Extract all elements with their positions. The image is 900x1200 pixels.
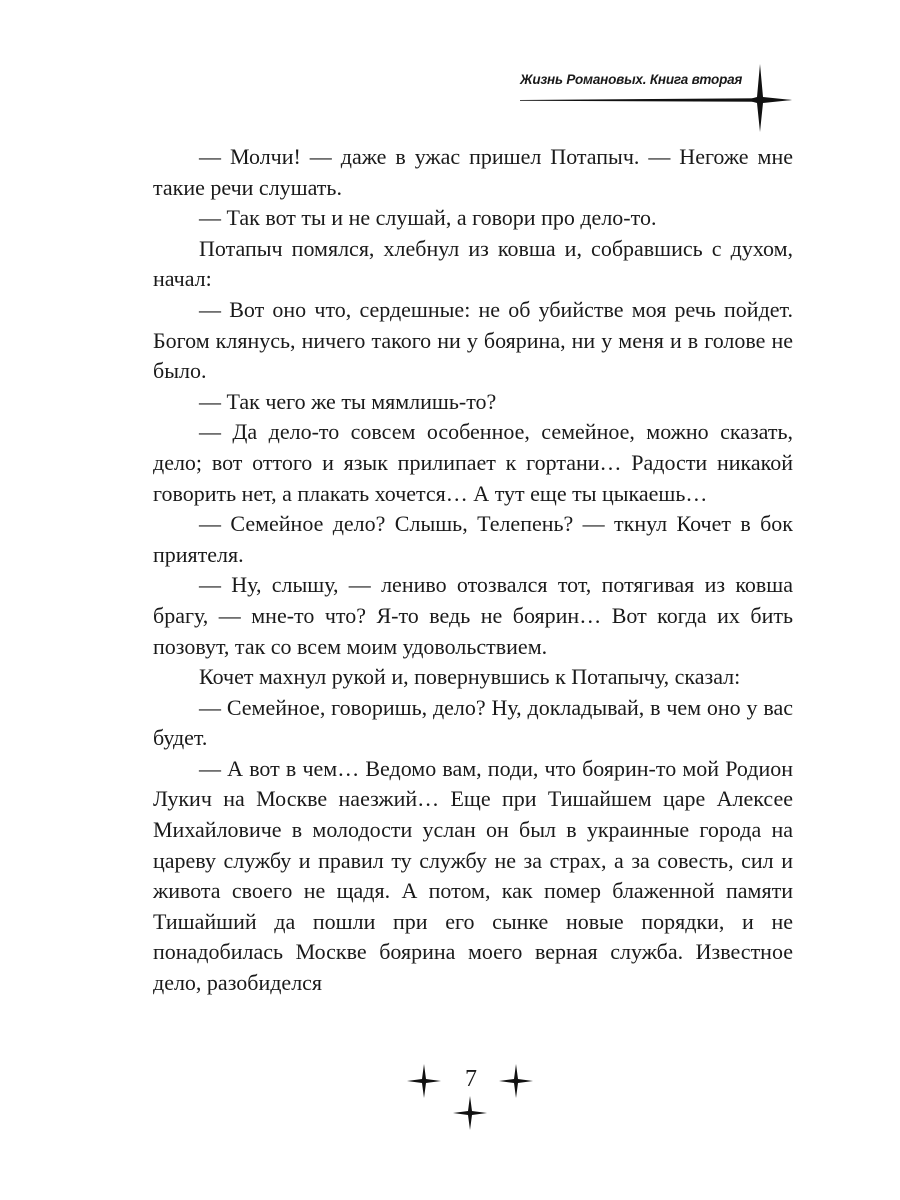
paragraph: — Молчи! — даже в ужас пришел Потапыч. — Негоже мне такие речи слушать.	[153, 144, 793, 200]
footer-star-left-icon	[407, 1064, 441, 1098]
paragraph: — Так вот ты и не слушай, а говори про дело-то.	[199, 205, 657, 231]
running-header	[520, 64, 800, 134]
page-footer	[405, 1062, 535, 1132]
paragraph: Кочет махнул рукой и, повернувшись к Потапычу, сказал:	[199, 664, 741, 690]
paragraph: — Семейное, говоришь, дело? Ну, докладывай, в чем оно у вас будет.	[153, 694, 793, 751]
book-text	[153, 142, 793, 999]
footer-star-bottom-icon	[453, 1096, 487, 1130]
paragraph: — Так чего же ты мямлишь-то?	[199, 388, 497, 414]
paragraph: — Семейное дело? Слышь, Телепень? — ткнул Кочет в бок приятеля.	[153, 511, 793, 567]
paragraph: Потапыч помялся, хлебнул из ковша и, собравшись с духом, начал:	[153, 235, 793, 292]
paragraph: — Ну, слышу, — лениво отозвался тот, потягивая из ковша брагу, — мне-то что? Я-то ведь не боярин… Вот когда их бить позовут, так со всем моим удовольствием.	[153, 572, 793, 659]
paragraph: — А вот в чем… Ведомо вам, поди, что боярин-то мой Родион Лукич на Москве наезжий… Еще при Тишайшем царе Алексее Михайловиче в молодости услан он был в украинные города на цареву службу и правил ту службу не за страх, а за совесть, сил и живота своего не щадя. А потом, как помер блаженной памяти Тишайший да пошли при его сынке новые порядки, и не понадобилась Москве боярина моего верная служба. Известное дело, разобиделся	[153, 755, 793, 996]
running-title: Жизнь Романовых. Книга вторая	[520, 72, 743, 87]
page-number: 7	[465, 1066, 477, 1092]
paragraph: — Да дело-то совсем особенное, семейное, можно сказать, дело; вот оттого и язык прилипает к гортани… Радости никакой говорить нет, а плакать хочется… А тут еще ты цыкаешь…	[153, 419, 793, 506]
footer-star-right-icon	[499, 1064, 533, 1098]
paragraph: — Вот оно что, сердешные: не об убийстве моя речь пойдет. Богом клянусь, ничего такого ни у боярина, ни у меня и в голове не было.	[153, 296, 793, 384]
